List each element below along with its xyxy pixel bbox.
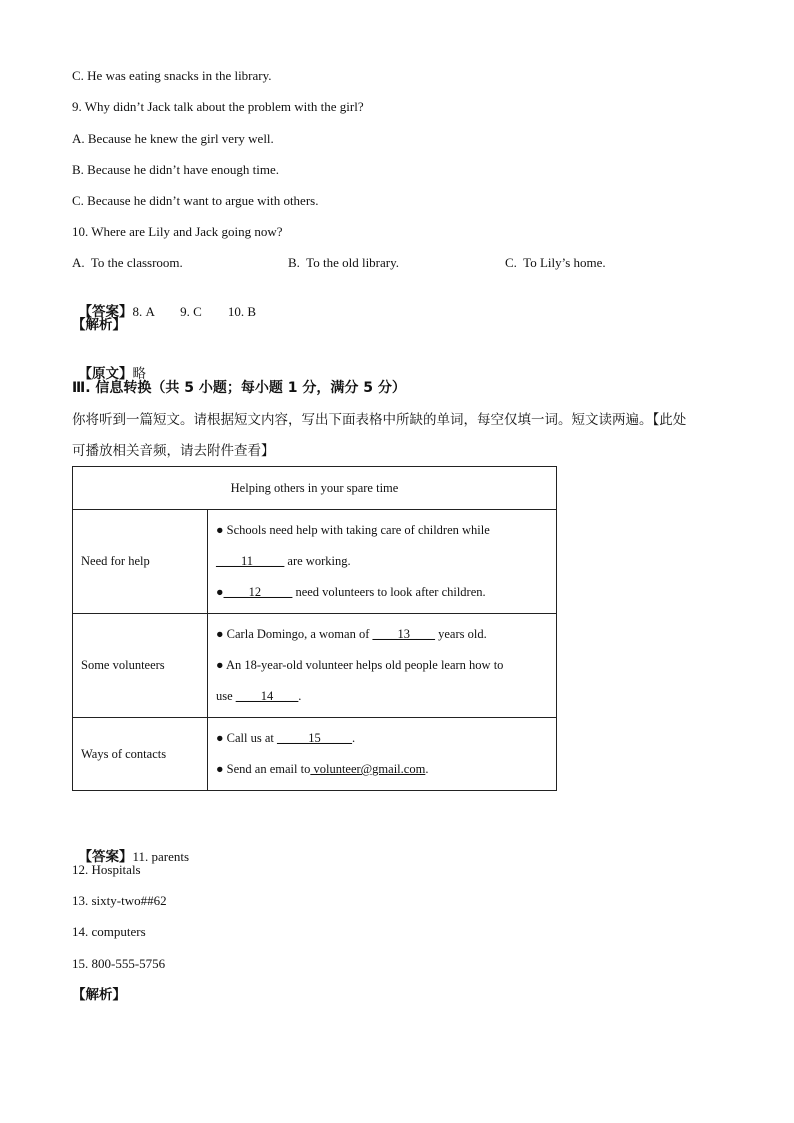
table-line — [216, 650, 548, 681]
table-line — [216, 754, 548, 785]
bullet: ● — [216, 585, 224, 599]
line-text: ● Send an email to — [216, 762, 311, 776]
line-text: . — [298, 689, 302, 703]
row-content-need-for-help — [208, 510, 557, 614]
line-text: ● Carla Domingo, a woman of — [216, 627, 373, 641]
row-label-some-volunteers: Some volunteers — [73, 614, 208, 718]
section-instruction-line1: 你将听到一篇短文。请根据短文内容，写出下面表格中所缺的单词，每空仅填一词。短文读两遍。【此处 — [72, 412, 687, 428]
q10-stem: 10. Where are Lily and Jack going now? — [72, 224, 283, 239]
blank-12: ____12_____ — [223, 585, 293, 599]
row-content-some-volunteers — [208, 614, 557, 718]
analysis-tag-1: 【解析】 — [72, 317, 126, 333]
answer-item-15: 15. 800-555-5756 — [72, 956, 166, 971]
q10-option-b: B. To the old library. — [288, 255, 400, 270]
blank-15: _____15_____ — [277, 731, 353, 745]
table-row — [73, 718, 557, 791]
table-line — [216, 515, 548, 546]
original-block — [72, 347, 146, 383]
table-line — [216, 577, 548, 608]
line-text: . — [425, 762, 429, 776]
line-text: are working. — [284, 554, 351, 568]
q9-option-a: A. Because he knew the girl very well. — [72, 131, 274, 146]
table-line — [216, 681, 548, 712]
q9-stem: 9. Why didn’t Jack talk about the problem with the girl? — [72, 99, 364, 114]
email-link[interactable]: volunteer@gmail.com — [310, 762, 426, 776]
blank-13: ____13____ — [372, 627, 435, 641]
answer-item-12: 12. Hospitals — [72, 862, 141, 877]
blank-14: ____14____ — [235, 689, 299, 703]
section-instruction-line2: 可播放相关音频，请去附件查看】 — [72, 443, 275, 459]
table-line — [216, 619, 548, 650]
q10-option-a: A. To the classroom. — [72, 255, 183, 270]
table-line — [216, 546, 548, 577]
table-row — [73, 510, 557, 614]
line-text: ● Schools need help with taking care of children while — [216, 523, 490, 537]
info-table — [72, 466, 557, 791]
blank-11: ____11_____ — [216, 554, 285, 568]
row-content-ways-of-contacts — [208, 718, 557, 791]
q10-options — [72, 254, 672, 272]
answer-item-11: 11. parents — [132, 849, 190, 864]
table-line — [216, 723, 548, 754]
answer-tag: 【答案】 — [78, 304, 133, 320]
line-text: need volunteers to look after children. — [292, 585, 486, 599]
line-text: ● Call us at — [216, 731, 278, 745]
section-title: Ⅲ. 信息转换（共 5 小题；每小题 1 分，满分 5 分） — [72, 380, 406, 396]
answer-item-14: 14. computers — [72, 924, 146, 939]
row-label-need-for-help: Need for help — [73, 510, 208, 614]
row-label-ways-of-contacts: Ways of contacts — [73, 718, 208, 791]
table-row — [73, 614, 557, 718]
analysis-tag-2: 【解析】 — [72, 987, 126, 1003]
table-title: Helping others in your spare time — [73, 467, 557, 510]
answer-tag: 【答案】 — [78, 849, 133, 865]
line-text: years old. — [434, 627, 487, 641]
q10-option-c: C. To Lily’s home. — [505, 255, 606, 270]
answer-item-13: 13. sixty-two##62 — [72, 893, 167, 908]
line-text: ● An 18-year-old volunteer helps old people learn how to — [216, 658, 504, 672]
line-text: use — [216, 689, 236, 703]
q8-option-c: C. He was eating snacks in the library. — [72, 68, 272, 83]
answer-text: 8. A 9. C 10. B — [132, 304, 257, 319]
q9-option-c: C. Because he didn’t want to argue with others. — [72, 193, 319, 208]
line-text: . — [352, 731, 356, 745]
original-text: 略 — [132, 366, 146, 382]
original-tag: 【原文】 — [78, 366, 133, 382]
q9-option-b: B. Because he didn’t have enough time. — [72, 162, 279, 177]
